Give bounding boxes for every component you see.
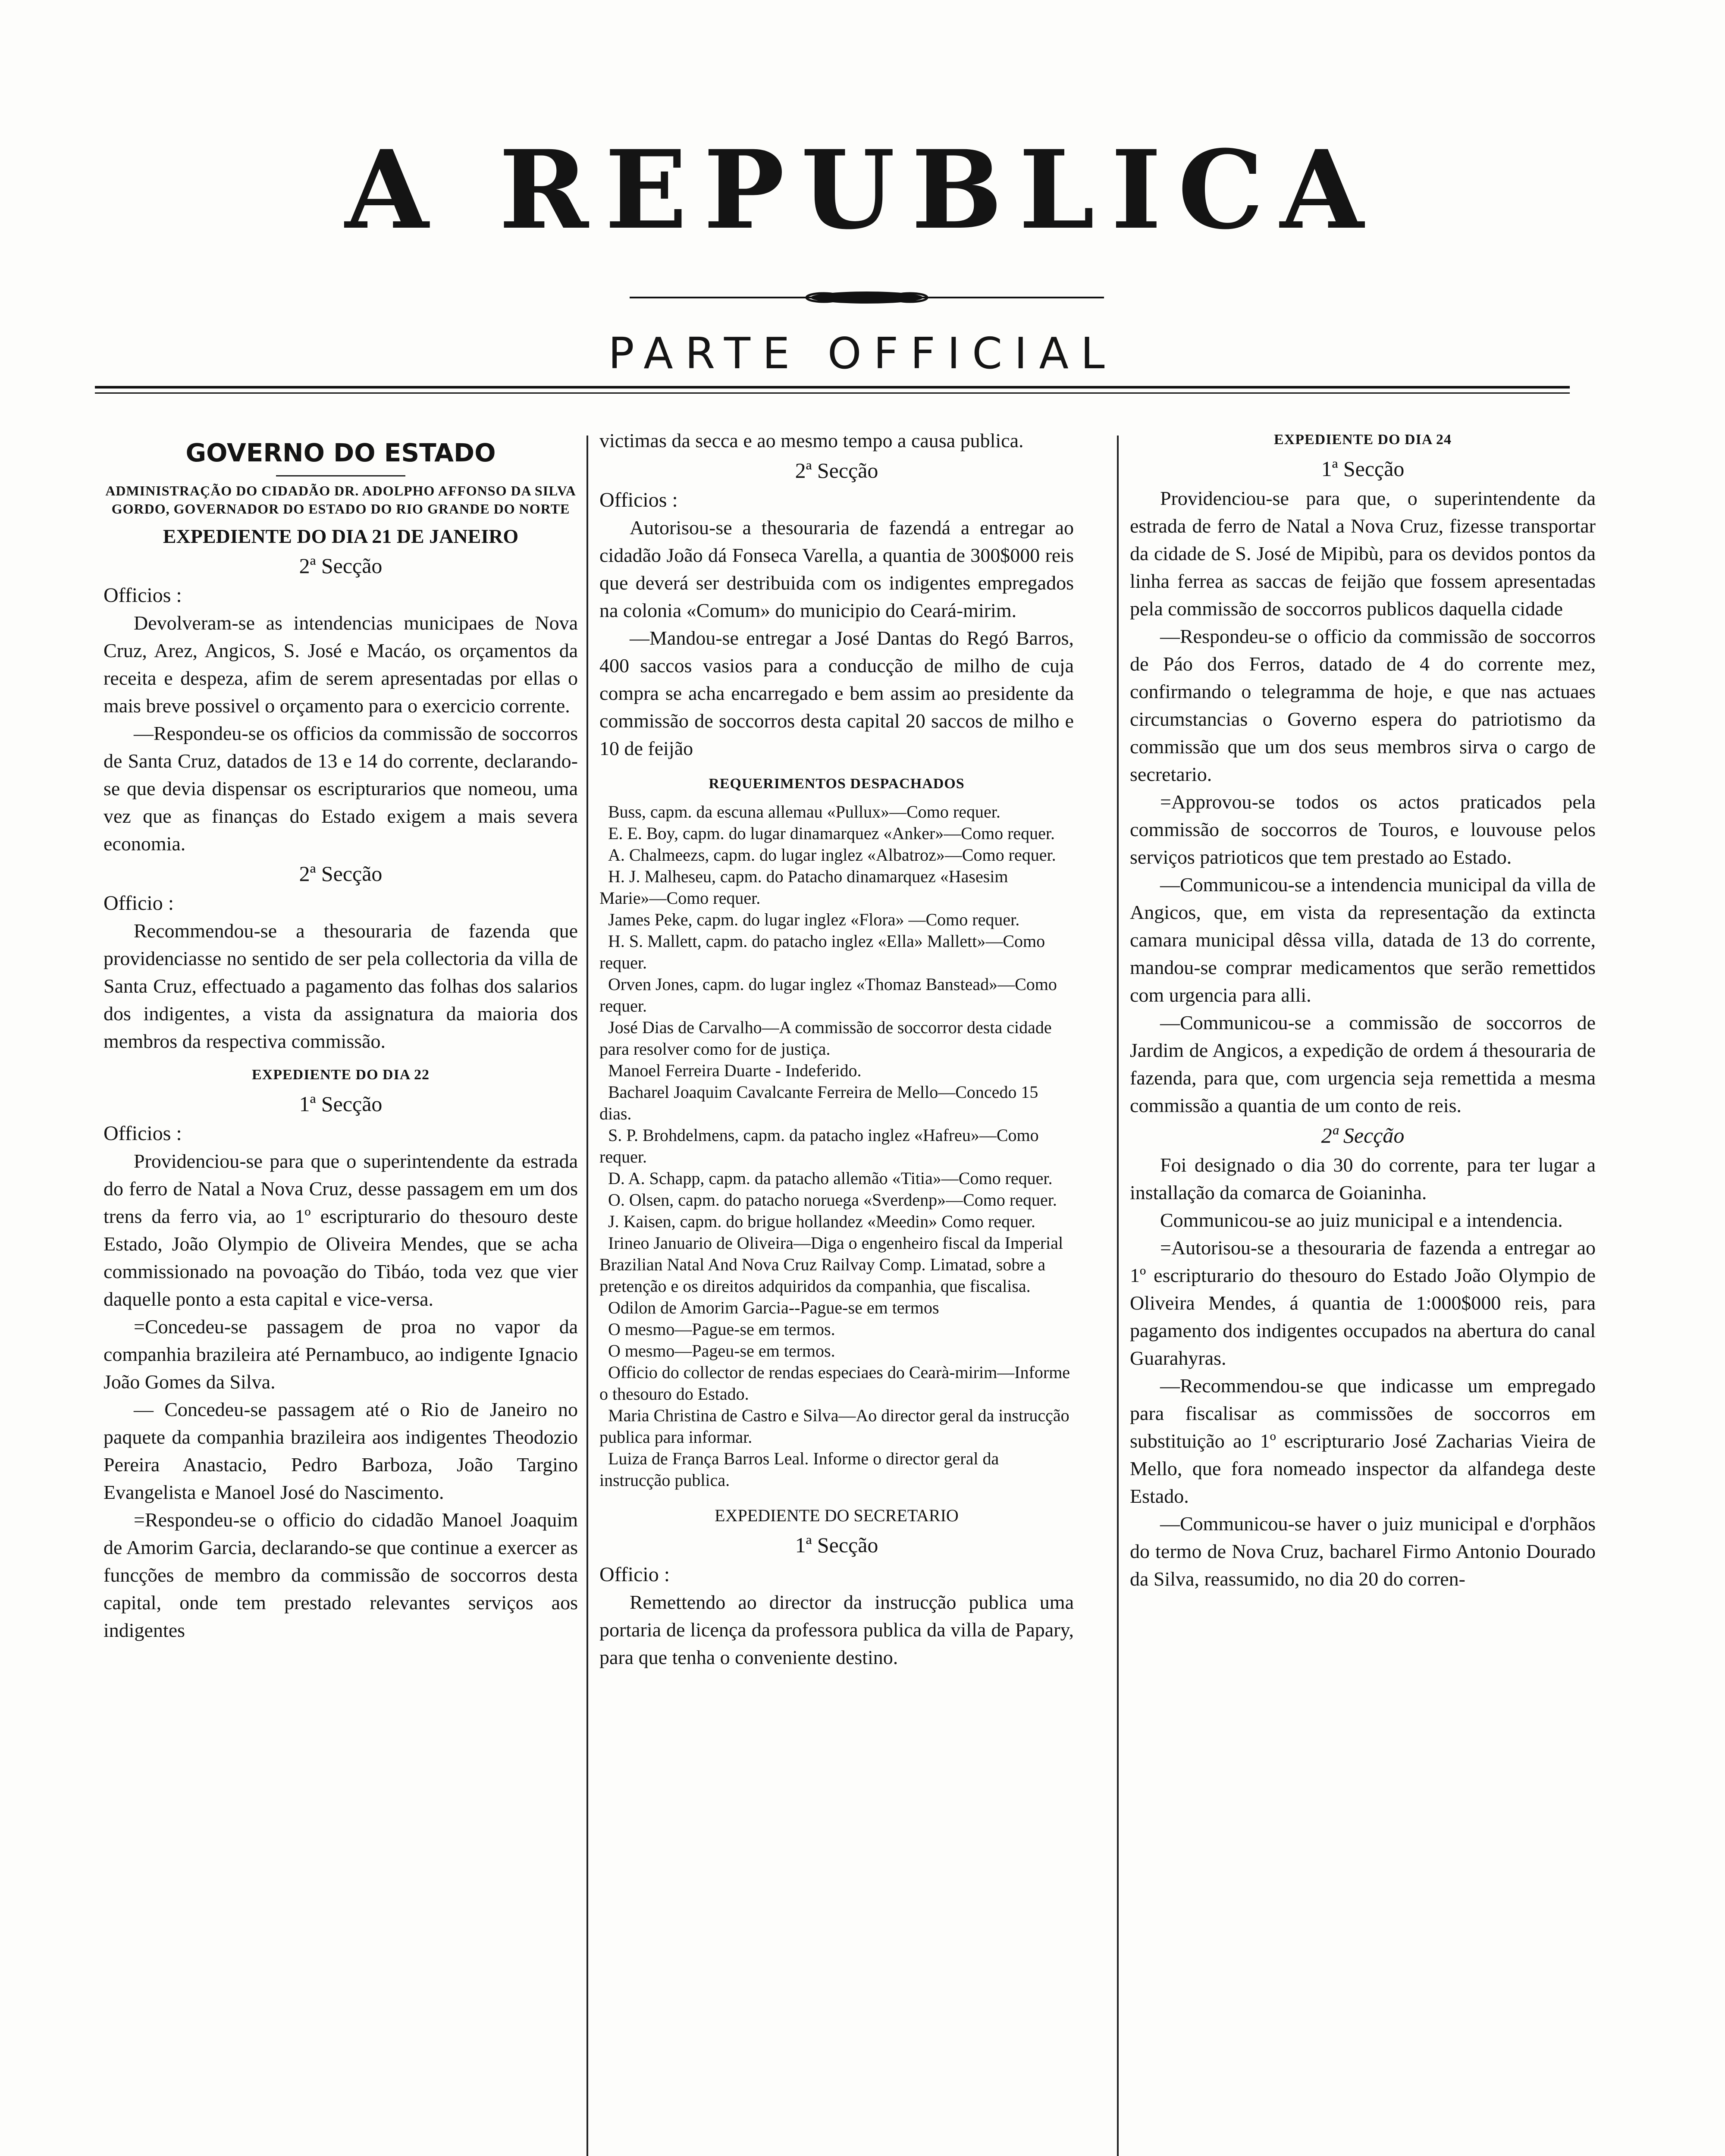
seccao-heading: 1ª Secção	[795, 1533, 878, 1557]
seccao-heading: 2ª Secção	[299, 862, 383, 886]
seccao-heading: 2ª Secção	[299, 554, 383, 578]
officios-label: Officios :	[599, 489, 678, 511]
administration-line: ADMINISTRAÇÃO DO CIDADÃO DR. ADOLPHO AFFONSO DA SILVA GORDO, GOVERNADOR DO ESTADO DO RIO GRANDE DO NORTE	[105, 483, 576, 517]
paragraph: Providenciou-se para que, o superintendente da estrada de ferro de Natal a Nova Cruz, fizesse transportar da cidade de S. José de Mipibù, para os devidos pontos da linha ferrea as saccas de feijão que fossem apresentadas pela commissão de soccorros publicos daquella cidade	[1130, 487, 1596, 620]
column-2	[599, 427, 1074, 1671]
paragraph: — Concedeu-se passagem até o Rio de Janeiro no paquete da companhia brazileira aos indigentes Theodozio Pereira Anastacio, Pedro Barboza, João Targino Evangelista e Manoel José do Nascimento.	[104, 1398, 578, 1503]
requerimentos-heading: REQUERIMENTOS DESPACHADOS	[709, 776, 965, 792]
paragraph: victimas da secca e ao mesmo tempo a causa publica.	[599, 429, 1024, 451]
list-item: Bacharel Joaquim Cavalcante Ferreira de Mello—Concedo 15 dias.	[599, 1082, 1038, 1123]
paragraph: =Autorisou-se a thesouraria de fazenda a entregar ao 1º escripturario do thesouro do Estado João Olympio de Oliveira Mendes, á quantia de 1:000$000 reis, para pagamento dos indigentes occupados na abertura do canal Guarahyras.	[1130, 1237, 1596, 1369]
officio-label: Officio :	[104, 892, 174, 915]
paragraph: —Communicou-se a intendencia municipal da villa de Angicos, que, em vista da representação da extincta camara municipal dêssa villa, datada de 13 do corrente, mandou-se comprar medicamentos que serão remettidos com urgencia para alli.	[1130, 874, 1596, 1006]
column-heading: GOVERNO DO ESTADO	[185, 438, 496, 467]
list-item: O mesmo—Pague-se em termos.	[608, 1319, 835, 1339]
list-item: D. A. Schapp, capm. da patacho allemão «Titia»—Como requer.	[608, 1169, 1053, 1188]
list-item: E. E. Boy, capm. do lugar dinamarquez «Anker»—Como requer.	[608, 824, 1055, 843]
list-item: Orven Jones, capm. do lugar inglez «Thomaz Banstead»—Como requer.	[599, 975, 1057, 1015]
list-item: S. P. Brohdelmens, capm. da patacho inglez «Hafreu»—Como requer.	[599, 1125, 1039, 1166]
seccao-heading: 2ª Secção	[795, 458, 878, 483]
newspaper-title: A REPUBLICA	[345, 126, 1380, 253]
requerimentos-list	[599, 801, 1074, 1491]
list-item: Luiza de França Barros Leal. Informe o director geral da instrucção publica.	[599, 1449, 999, 1490]
top-rule-thin	[95, 392, 1570, 394]
list-item: James Peke, capm. do lugar inglez «Flora» —Como requer.	[608, 910, 1020, 929]
list-item: José Dias de Carvalho—A commissão de soccorror desta cidade para resolver como for de justiça.	[599, 1018, 1052, 1059]
list-item: H. J. Malheseu, capm. do Patacho dinamarquez «Hasesim Marie»—Como requer.	[599, 867, 1008, 908]
paragraph: Foi designado o dia 30 do corrente, para ter lugar a installação da comarca de Goianinha.	[1130, 1154, 1596, 1203]
list-item: Buss, capm. da escuna allemau «Pullux»—Como requer.	[608, 802, 1000, 821]
list-item: Manoel Ferreira Duarte - Indeferido.	[608, 1061, 862, 1080]
paragraph: Remettendo ao director da instrucção publica uma portaria de licença da professora publica da villa de Papary, para que tenha o conveniente destino.	[599, 1591, 1074, 1668]
paragraph: —Mandou-se entregar a José Dantas do Regó Barros, 400 saccos vasios para a conducção de milho de cuja compra se acha encarregado e bem assim ao presidente da commissão de soccorros desta capital 20 saccos de milho e 10 de feijão	[599, 627, 1074, 759]
expediente-secretario-heading: EXPEDIENTE DO SECRETARIO	[715, 1506, 959, 1525]
list-item: Irineo Januario de Oliveira—Diga o engenheiro fiscal da Imperial Brazilian Natal And Nova Cruz Railvay Comp. Limatad, sobre a pretenção e os direitos adquiridos da companhia, que fiscalisa.	[599, 1233, 1063, 1296]
officios-label: Officios :	[104, 1122, 182, 1145]
expediente-heading: EXPEDIENTE DO DIA 21 DE JANEIRO	[163, 525, 519, 547]
list-item: A. Chalmeezs, capm. do lugar inglez «Albatroz»—Como requer.	[608, 845, 1056, 865]
list-item: J. Kaisen, capm. do brigue hollandez «Meedin» Como requer.	[608, 1212, 1035, 1231]
paragraph: =Concedeu-se passagem de proa no vapor da companhia brazileira até Pernambuco, ao indigente Ignacio João Gomes da Silva.	[104, 1316, 578, 1393]
officios-label: Officios :	[104, 584, 182, 607]
column-1	[104, 427, 578, 1644]
section-title: PARTE OFFICIAL	[608, 328, 1117, 379]
column-rule-2	[1117, 436, 1119, 2156]
paragraph: Recommendou-se a thesouraria de fazenda que providenciasse no sentido de ser pela collectoria da villa de Santa Cruz, effectuado a pagamento das folhas dos salarios dos indigentes, a vista da assignatura da maioria dos membros da respectiva commissão.	[104, 920, 578, 1052]
paragraph: =Respondeu-se o officio do cidadão Manoel Joaquim de Amorim Garcia, declarando-se que continue a exercer as funcções de membro da commissão de soccorros desta capital, onde tem prestado relevantes serviços aos indigentes	[104, 1509, 578, 1641]
expediente-heading: EXPEDIENTE DO DIA 22	[251, 1067, 430, 1083]
column-rule-1	[586, 436, 588, 2156]
list-item: H. S. Mallett, capm. do patacho inglez «Ella» Mallett»—Como requer.	[599, 931, 1045, 972]
list-item: Maria Christina de Castro e Silva—Ao director geral da instrucção publica para informar.	[599, 1406, 1070, 1447]
paragraph: Devolveram-se as intendencias municipaes de Nova Cruz, Arez, Angicos, S. José e Macáo, os orçamentos da receita e despeza, afim de serem apresentadas por ellas o mais breve possivel o orçamento para o exercicio corrente.	[104, 612, 578, 717]
paragraph: Providenciou-se para que o superintendente da estrada do ferro de Natal a Nova Cruz, desse passagem em um dos trens da ferro via, ao 1º escripturario do thesouro deste Estado, João Olympio de Oliveira Mendes, que se acha commissionado na povoação do Tibáo, toda vez que vier daquelle ponto a esta capital e vice-versa.	[104, 1150, 578, 1310]
list-item: Officio do collector de rendas especiaes do Cearà-mirim—Informe o thesouro do Estado.	[599, 1363, 1070, 1404]
top-rule	[95, 386, 1570, 389]
paragraph: Communicou-se ao juiz municipal e a intendencia.	[1160, 1209, 1563, 1231]
ornament-divider	[630, 287, 1104, 308]
list-item: Odilon de Amorim Garcia--Pague-se em termos	[608, 1298, 939, 1317]
seccao-heading: 2ª Secção	[1321, 1123, 1405, 1147]
list-item: O mesmo—Pageu-se em termos.	[608, 1341, 835, 1360]
masthead	[0, 125, 1725, 254]
paragraph: —Respondeu-se o officio da commissão de soccorros de Páo dos Ferros, datado de 4 do corrente mez, confirmando o telegramma de hoje, e que nas actuaes circumstancias o Governo espera do patriotismo da commissão que um dos seus membros sirva o cargo de secretario.	[1130, 625, 1596, 785]
seccao-heading: 1ª Secção	[299, 1092, 383, 1116]
list-item: O. Olsen, capm. do patacho noruega «Sverdenp»—Como requer.	[608, 1190, 1057, 1210]
paragraph: —Communicou-se a commissão de soccorros de Jardim de Angicos, a expedição de ordem á thesouraria de fazenda, para que, com urgencia seja remettida a mesma commissão a quantia de um conto de reis.	[1130, 1012, 1596, 1116]
heading-underline	[276, 475, 405, 476]
paragraph: —Recommendou-se que indicasse um empregado para fiscalisar as commissões de soccorros em substituição ao 1º escripturario José Zacharias Vieira de Mello, que fora nomeado inspector da alfandega deste Estado.	[1130, 1375, 1596, 1507]
paragraph: Autorisou-se a thesouraria de fazendá a entregar ao cidadão João dá Fonseca Varella, a quantia de 300$000 reis que deverá ser destribuida com os indigentes empregados na colonia «Comum» do municipio do Ceará-mirim.	[599, 517, 1074, 621]
column-3	[1130, 427, 1596, 1593]
seccao-heading: 1ª Secção	[1321, 457, 1405, 481]
expediente-heading: EXPEDIENTE DO DIA 24	[1273, 432, 1452, 448]
paragraph: —Communicou-se haver o juiz municipal e d'orphãos do termo de Nova Cruz, bacharel Firmo Antonio Dourado da Silva, reassumido, no dia 20 do corren-	[1130, 1513, 1596, 1590]
paragraph: —Respondeu-se os officios da commissão de soccorros de Santa Cruz, datados de 13 e 14 do corrente, declarando-se que devia dispensar os escripturarios que nomeou, uma vez que as finanças do Estado exigem a mais severa economia.	[104, 722, 578, 855]
paragraph: =Approvou-se todos os actos praticados pela commissão de soccorros de Touros, e louvouse pelos serviços patrioticos que tem prestado ao Estado.	[1130, 791, 1596, 868]
officio-label: Officio :	[599, 1563, 670, 1586]
